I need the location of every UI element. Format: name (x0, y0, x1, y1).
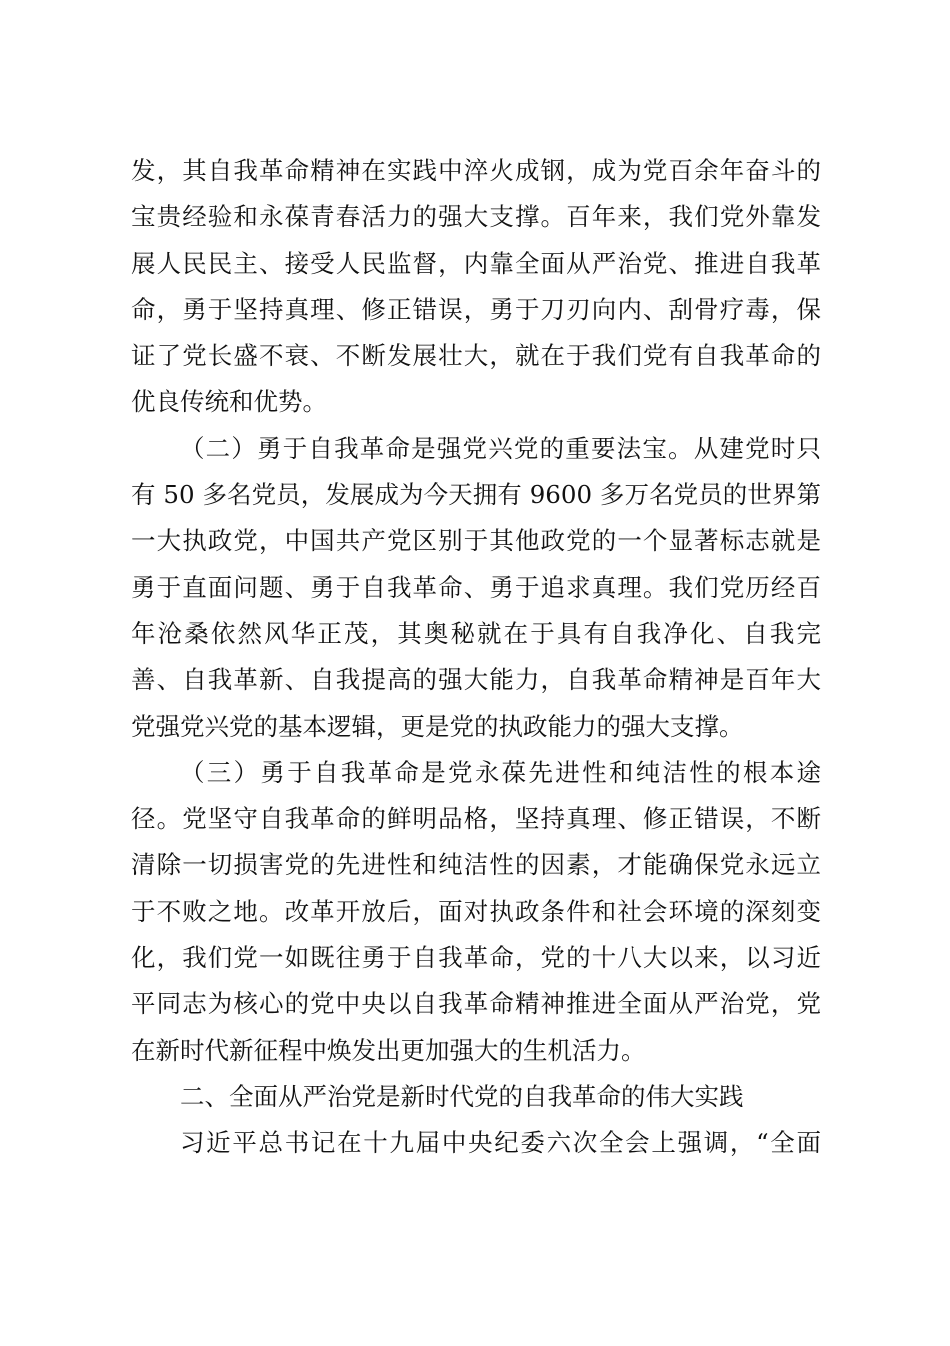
text-line: 党强党兴党的基本逻辑，更是党的执政能力的强大支撑。 (131, 711, 744, 741)
text-line: 发，其自我革命精神在实践中淬火成钢，成为党百余年奋斗的 (131, 156, 821, 185)
text-line: 展人民民主、接受人民监督，内靠全面从严治党、推进自我革 (131, 248, 821, 278)
text-line: 在新时代新征程中焕发出更加强大的生机活力。 (131, 1035, 646, 1065)
text-line: 一大执政党，中国共产党区别于其他政党的一个显著标志就是 (131, 526, 821, 556)
text-line: 平同志为核心的党中央以自我革命精神推进全面从严治党，党 (131, 989, 821, 1019)
text-line: 善、自我革新、自我提高的强大能力，自我革命精神是百年大 (131, 665, 821, 695)
text-line: 于不败之地。改革开放后，面对执政条件和社会环境的深刻变 (131, 896, 821, 926)
chapter-heading: 二、全面从严治党是新时代党的自我革命的伟大实践 (180, 1081, 744, 1111)
text-line: 有 50 多名党员，发展成为今天拥有 9600 多万名党员的世界第 (131, 480, 821, 510)
document-body (131, 148, 821, 1167)
text-line: 优良传统和优势。 (131, 387, 327, 417)
text-line: 化，我们党一如既往勇于自我革命，党的十八大以来，以习近 (131, 943, 821, 973)
section-heading-3: （三）勇于自我革命是党永葆先进性和纯洁性的根本途 (180, 757, 821, 787)
text-line: 习近平总书记在十九届中央纪委六次全会上强调，“全面 (180, 1128, 821, 1158)
text-line: 清除一切损害党的先进性和纯洁性的因素，才能确保党永远立 (131, 850, 821, 880)
text-line: 宝贵经验和永葆青春活力的强大支撑。百年来，我们党外靠发 (131, 202, 821, 232)
text-line: 命，勇于坚持真理、修正错误，勇于刀刃向内、刮骨疗毒，保 (131, 294, 821, 324)
text-line: 径。党坚守自我革命的鲜明品格，坚持真理、修正错误，不断 (131, 804, 821, 834)
section-heading-2: （二）勇于自我革命是强党兴党的重要法宝。从建党时只 (180, 433, 821, 463)
text-line: 勇于直面问题、勇于自我革命、勇于追求真理。我们党历经百 (131, 572, 821, 602)
text-line: 证了党长盛不衰、不断发展壮大，就在于我们党有自我革命的 (131, 341, 821, 371)
text-line: 年沧桑依然风华正茂，其奥秘就在于具有自我净化、自我完 (131, 618, 821, 648)
